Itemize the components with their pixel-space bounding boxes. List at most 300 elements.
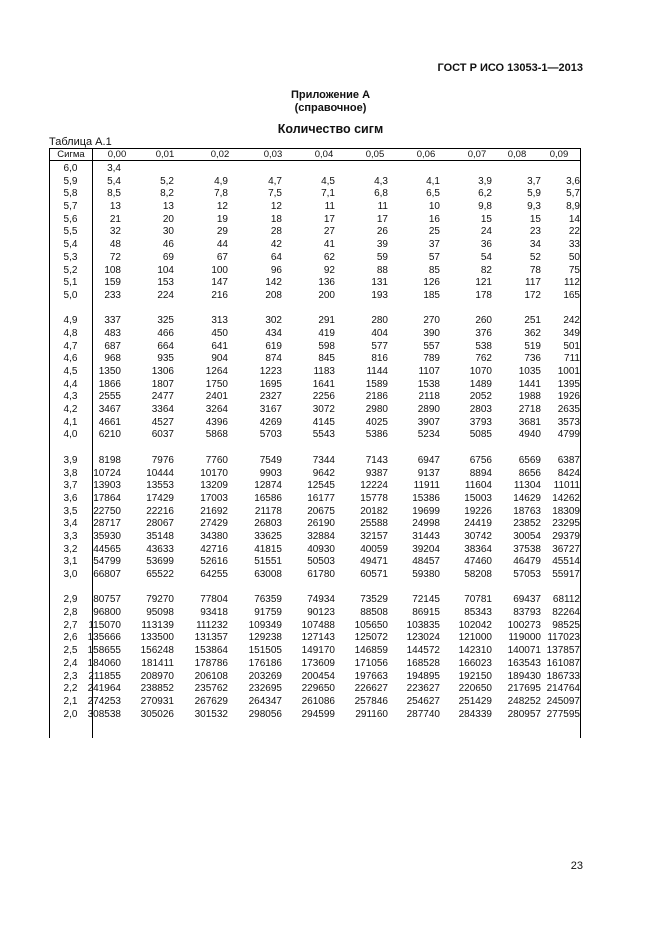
sigma-value: 5,5 [63, 226, 78, 238]
table-cell: 1589 [365, 378, 388, 390]
table-cell: 235762 [194, 683, 228, 695]
table-cell: 19 [216, 213, 228, 225]
table-cell: 9,3 [527, 201, 541, 213]
table-cell: 14262 [552, 492, 580, 504]
table-cell: 184060 [87, 657, 121, 669]
table-cell: 26 [376, 226, 388, 238]
table-cell: 117 [525, 277, 541, 289]
table-cell: 39 [376, 239, 388, 251]
table-cell: 557 [423, 340, 440, 352]
table-cell: 11011 [553, 480, 580, 492]
table-cell: 44 [216, 239, 228, 251]
table-cell: 65522 [146, 569, 174, 580]
table-cell: 1641 [312, 378, 335, 390]
table-cell: 206108 [194, 670, 228, 682]
table-cell: 245097 [546, 695, 580, 707]
table-cell: 12224 [360, 480, 388, 492]
table-cell: 466 [157, 327, 174, 339]
sigma-value: 4,4 [63, 378, 78, 390]
table-cell: 144572 [406, 645, 440, 657]
table-cell: 18309 [552, 505, 580, 517]
sigma-value: 5,6 [63, 213, 78, 225]
sigma-value: 2,7 [63, 619, 78, 631]
table-cell: 16177 [307, 492, 335, 504]
sigma-value: 2,1 [63, 695, 78, 707]
table-row [49, 607, 580, 620]
table-cell: 3364 [151, 404, 174, 416]
table-cell: 845 [318, 353, 335, 365]
table-cell: 125072 [354, 632, 388, 644]
table-cell: 450 [211, 327, 228, 339]
table-cell: 64255 [200, 569, 228, 580]
table-cell: 26190 [307, 518, 335, 530]
table-cell: 37538 [513, 543, 541, 555]
table-cell: 1183 [313, 366, 335, 377]
table-cell: 501 [563, 340, 580, 352]
table-cell: 185 [423, 289, 440, 301]
sigma-value: 4,5 [63, 366, 78, 377]
table-cell: 66807 [93, 569, 121, 580]
table-cell: 1107 [418, 366, 440, 377]
table-cell: 178786 [194, 657, 228, 669]
table-cell: 28 [270, 226, 282, 238]
column-header: 0,05 [365, 149, 385, 160]
table-cell: 50 [568, 251, 580, 263]
table-cell: 30742 [464, 530, 492, 542]
table-cell: 67 [216, 251, 228, 263]
column-header: 0,01 [155, 149, 175, 160]
sigma-value: 3,0 [63, 569, 78, 580]
table-cell: 44565 [93, 543, 121, 555]
table-row [49, 366, 580, 379]
table-cell: 211855 [88, 670, 121, 682]
table-cell: 1306 [151, 366, 174, 377]
table-cell: 6756 [469, 454, 492, 466]
table-cell: 13903 [93, 480, 121, 492]
table-cell: 15386 [412, 492, 440, 504]
table-label: Таблица А.1 [49, 136, 112, 148]
sigma-value: 4,3 [63, 391, 78, 403]
table-cell: 6210 [98, 429, 121, 441]
table-cell: 147 [211, 277, 228, 289]
column-header: 0,06 [416, 149, 436, 160]
table-cell: 2118 [418, 391, 440, 403]
table-cell: 105650 [354, 619, 388, 631]
table-cell: 91759 [254, 607, 282, 619]
table-cell: 193 [371, 289, 388, 301]
table-cell: 2555 [98, 391, 121, 403]
sigma-value: 4,8 [63, 327, 78, 339]
table-cell: 242 [563, 315, 580, 327]
sigma-value: 3,6 [63, 492, 78, 504]
table-cell: 88508 [360, 607, 388, 619]
sigma-value: 5,3 [63, 251, 78, 263]
table-cell: 19226 [464, 505, 492, 517]
section-title: Количество сигм [277, 122, 384, 136]
table-cell: 241964 [87, 683, 121, 695]
table-row [49, 391, 580, 404]
table-cell: 2401 [205, 391, 228, 403]
table-cell: 83793 [513, 607, 541, 619]
table-cell: 1866 [98, 378, 121, 390]
table-cell: 35148 [146, 530, 174, 542]
table-cell: 287740 [406, 708, 440, 720]
table-row [49, 163, 580, 176]
table-cell: 619 [265, 340, 282, 352]
table-cell: 176186 [248, 657, 282, 669]
table-cell: 54799 [93, 556, 121, 568]
table-cell: 1750 [205, 378, 228, 390]
table-cell: 28067 [146, 518, 174, 530]
table-cell: 325 [157, 315, 174, 327]
table-cell: 123024 [406, 632, 440, 644]
table-cell: 131 [371, 277, 388, 289]
sigma-value: 5,0 [63, 289, 78, 301]
table-cell: 8424 [557, 467, 580, 479]
table-cell: 762 [475, 353, 492, 365]
group-spacer [49, 582, 580, 595]
sigma-value: 3,8 [63, 467, 78, 479]
table-cell: 598 [318, 340, 335, 352]
table-cell: 100273 [507, 619, 541, 631]
table-cell: 13 [162, 201, 174, 213]
table-cell: 151505 [248, 645, 282, 657]
sigma-value: 2,9 [63, 594, 78, 606]
sigma-value: 4,0 [63, 429, 78, 441]
table-cell: 4,5 [321, 175, 335, 187]
table-cell: 19699 [412, 505, 440, 517]
table-cell: 34 [529, 239, 541, 251]
table-cell: 260 [475, 315, 492, 327]
table-cell: 9903 [259, 467, 282, 479]
table-cell: 3,4 [107, 163, 121, 174]
table-cell: 264347 [248, 695, 282, 707]
sigma-value: 3,9 [63, 454, 78, 466]
table-cell: 35930 [93, 530, 121, 542]
table-cell: 1988 [518, 391, 541, 403]
table-cell: 11 [377, 201, 388, 213]
table-cell: 302 [265, 315, 282, 327]
table-row [49, 468, 580, 481]
table-cell: 33625 [254, 530, 282, 542]
table-cell: 3681 [518, 416, 541, 428]
table-row [49, 417, 580, 430]
table-row [49, 518, 580, 531]
sigma-value: 4,9 [63, 315, 78, 327]
table-cell: 6,2 [478, 188, 492, 200]
table-cell: 4269 [259, 416, 282, 428]
table-cell: 117023 [547, 632, 580, 644]
table-cell: 42 [270, 239, 282, 251]
table-cell: 6387 [557, 454, 580, 466]
sigma-value: 3,4 [63, 518, 78, 530]
table-cell: 59 [376, 251, 388, 263]
table-cell: 12 [270, 201, 282, 213]
table-cell: 24419 [464, 518, 492, 530]
table-cell: 7760 [205, 454, 228, 466]
table-cell: 146859 [354, 645, 388, 657]
table-row [49, 544, 580, 557]
table-cell: 54 [480, 251, 492, 263]
table-cell: 7549 [259, 454, 282, 466]
table-cell: 337 [104, 315, 121, 327]
table-right-border [580, 148, 581, 738]
table-cell: 3,6 [566, 175, 580, 187]
table-cell: 41815 [254, 543, 282, 555]
column-header: 0,04 [314, 149, 334, 160]
table-cell: 8894 [469, 467, 492, 479]
table-cell: 37 [428, 239, 440, 251]
table-cell: 92 [323, 264, 335, 276]
table-cell: 291160 [355, 708, 388, 720]
table-cell: 153864 [194, 645, 228, 657]
table-cell: 52616 [200, 556, 228, 568]
table-row [49, 569, 580, 582]
table-cell: 1395 [557, 378, 580, 390]
table-cell: 48 [109, 239, 121, 251]
table-cell: 29379 [552, 530, 580, 542]
table-cell: 11304 [513, 480, 541, 492]
table-cell: 36727 [552, 543, 580, 555]
table-cell: 4527 [151, 416, 174, 428]
table-cell: 15 [529, 213, 541, 225]
table-cell: 51551 [254, 556, 282, 568]
table-cell: 20182 [360, 505, 388, 517]
sigma-value: 3,5 [63, 505, 78, 517]
table-cell: 172 [524, 289, 541, 301]
table-cell: 3573 [557, 416, 580, 428]
column-header-sigma: Сигма [57, 149, 85, 160]
table-cell: 7976 [151, 454, 174, 466]
table-cell: 23 [529, 226, 541, 238]
table-cell: 142310 [458, 645, 492, 657]
table-cell: 308538 [87, 708, 121, 720]
table-cell: 46 [162, 239, 174, 251]
table-cell: 11911 [413, 480, 440, 492]
table-cell: 223627 [406, 683, 440, 695]
table-cell: 16 [428, 213, 440, 225]
table-cell: 4396 [205, 416, 228, 428]
table-cell: 277595 [546, 708, 580, 720]
table-cell: 1926 [557, 391, 580, 403]
table-cell: 140071 [507, 645, 541, 657]
table-header-row [49, 149, 580, 160]
table-cell: 78 [529, 264, 541, 276]
table-cell: 8,9 [566, 201, 580, 213]
table-cell: 197663 [354, 670, 388, 682]
table-row [49, 493, 580, 506]
table-cell: 86915 [412, 607, 440, 619]
table-cell: 27 [323, 226, 335, 238]
table-cell: 17 [376, 213, 388, 225]
table-cell: 156248 [140, 645, 174, 657]
sigma-value: 5,2 [63, 264, 78, 276]
table-cell: 6569 [518, 454, 541, 466]
sigma-value: 2,4 [63, 657, 78, 669]
table-cell: 57 [428, 251, 440, 263]
table-cell: 577 [371, 340, 388, 352]
table-cell: 20 [162, 213, 174, 225]
group-spacer [49, 303, 580, 316]
sigma-value: 5,1 [63, 277, 78, 289]
table-cell: 75 [568, 264, 580, 276]
table-cell: 109349 [248, 619, 282, 631]
table-cell: 968 [104, 353, 121, 365]
table-cell: 12 [216, 201, 228, 213]
table-cell: 251 [524, 315, 541, 327]
sigma-value: 2,0 [63, 708, 78, 720]
table-cell: 115070 [88, 619, 121, 631]
table-cell: 121 [475, 277, 492, 289]
table-cell: 100 [211, 264, 228, 276]
table-cell: 1489 [469, 378, 492, 390]
table-row [49, 709, 580, 722]
table-cell: 483 [104, 327, 121, 339]
table-row [49, 341, 580, 354]
table-cell: 41 [323, 239, 335, 251]
table-cell: 1070 [469, 366, 492, 377]
table-cell: 22750 [93, 505, 121, 517]
table-cell: 32884 [307, 530, 335, 542]
sigma-value: 3,1 [63, 556, 78, 568]
table-row [49, 265, 580, 278]
table-cell: 74934 [307, 594, 335, 606]
table-cell: 1035 [518, 366, 541, 377]
table-cell: 3167 [259, 404, 282, 416]
table-row [49, 671, 580, 684]
table-cell: 7,8 [214, 188, 228, 200]
table-cell: 36 [480, 239, 492, 251]
table-cell: 38364 [464, 543, 492, 555]
table-cell: 305026 [140, 708, 174, 720]
table-cell: 11 [324, 201, 335, 213]
table-cell: 6037 [151, 429, 174, 441]
table-cell: 419 [318, 327, 335, 339]
column-header: 0,03 [263, 149, 283, 160]
table-cell: 3,7 [527, 175, 541, 187]
table-cell: 13209 [200, 480, 228, 492]
column-header: 0,00 [107, 149, 127, 160]
table-cell: 298056 [248, 708, 282, 720]
table-cell: 229650 [301, 683, 335, 695]
table-cell: 203269 [248, 670, 282, 682]
table-cell: 119000 [508, 632, 541, 644]
sigma-value: 2,5 [63, 645, 78, 657]
table-cell: 7,5 [268, 188, 282, 200]
table-cell: 189430 [507, 670, 541, 682]
table-cell: 220650 [458, 683, 492, 695]
table-cell: 93418 [200, 607, 228, 619]
table-cell: 58208 [464, 569, 492, 580]
table-cell: 133500 [140, 632, 174, 644]
table-cell: 274253 [87, 695, 121, 707]
table-cell: 23295 [552, 518, 580, 530]
table-cell: 789 [423, 353, 440, 365]
table-cell: 136 [318, 277, 335, 289]
table-cell: 108 [104, 264, 121, 276]
table-cell: 40930 [307, 543, 335, 555]
table-cell: 12874 [254, 480, 282, 492]
table-cell: 284339 [458, 708, 492, 720]
table-cell: 3,9 [478, 175, 492, 187]
table-cell: 25 [428, 226, 440, 238]
table-cell: 8,2 [160, 188, 174, 200]
table-cell: 6947 [417, 454, 440, 466]
table-cell: 270 [423, 315, 440, 327]
sigma-value: 4,2 [63, 404, 78, 416]
table-cell: 3264 [205, 404, 228, 416]
table-cell: 214764 [546, 683, 580, 695]
table-row [49, 328, 580, 341]
table-row [49, 620, 580, 633]
table-cell: 5386 [365, 429, 388, 441]
table-cell: 48457 [412, 556, 440, 568]
sigma-value: 3,2 [63, 543, 78, 555]
table-cell: 434 [265, 327, 282, 339]
table-cell: 52 [529, 251, 541, 263]
table-cell: 64 [270, 251, 282, 263]
table-row [49, 658, 580, 671]
table-cell: 1001 [557, 366, 580, 377]
table-cell: 519 [524, 340, 541, 352]
table-cell: 1538 [417, 378, 440, 390]
table-row [49, 683, 580, 696]
table-cell: 5085 [469, 429, 492, 441]
table-cell: 2718 [518, 404, 541, 416]
table-cell: 70781 [464, 594, 492, 606]
table-cell: 135666 [87, 632, 121, 644]
table-cell: 2890 [417, 404, 440, 416]
table-cell: 404 [371, 327, 388, 339]
table-cell: 711 [564, 353, 580, 365]
page-number: 23 [570, 860, 583, 872]
table-row [49, 214, 580, 227]
table-cell: 32157 [360, 530, 388, 542]
table-cell: 131357 [194, 632, 228, 644]
table-cell: 349 [563, 327, 580, 339]
column-header: 0,08 [507, 149, 527, 160]
table-cell: 251429 [458, 695, 492, 707]
table-cell: 82 [480, 264, 492, 276]
sigma-value: 2,8 [63, 607, 78, 619]
table-cell: 30 [162, 226, 174, 238]
table-cell: 267629 [194, 695, 228, 707]
table-cell: 233 [104, 289, 121, 301]
table-cell: 2052 [469, 391, 492, 403]
table-cell: 1144 [366, 366, 388, 377]
table-cell: 3072 [312, 404, 335, 416]
table-cell: 173609 [301, 657, 335, 669]
sigma-value: 6,0 [63, 163, 78, 174]
sigma-value: 4,1 [63, 416, 78, 428]
table-cell: 10 [428, 201, 440, 213]
table-cell: 301532 [194, 708, 228, 720]
table-cell: 55917 [552, 569, 580, 580]
sigma-value: 4,7 [63, 340, 78, 352]
table-cell: 5,9 [527, 188, 541, 200]
table-cell: 29 [216, 226, 228, 238]
table-cell: 98525 [552, 619, 580, 631]
table-cell: 10170 [200, 467, 228, 479]
table-cell: 137857 [546, 645, 580, 657]
table-cell: 69 [162, 251, 174, 263]
table-cell: 538 [475, 340, 492, 352]
table-cell: 226627 [354, 683, 388, 695]
table-cell: 46479 [513, 556, 541, 568]
table-cell: 13 [109, 201, 121, 213]
table-cell: 68112 [552, 594, 580, 606]
table-cell: 28717 [93, 518, 121, 530]
